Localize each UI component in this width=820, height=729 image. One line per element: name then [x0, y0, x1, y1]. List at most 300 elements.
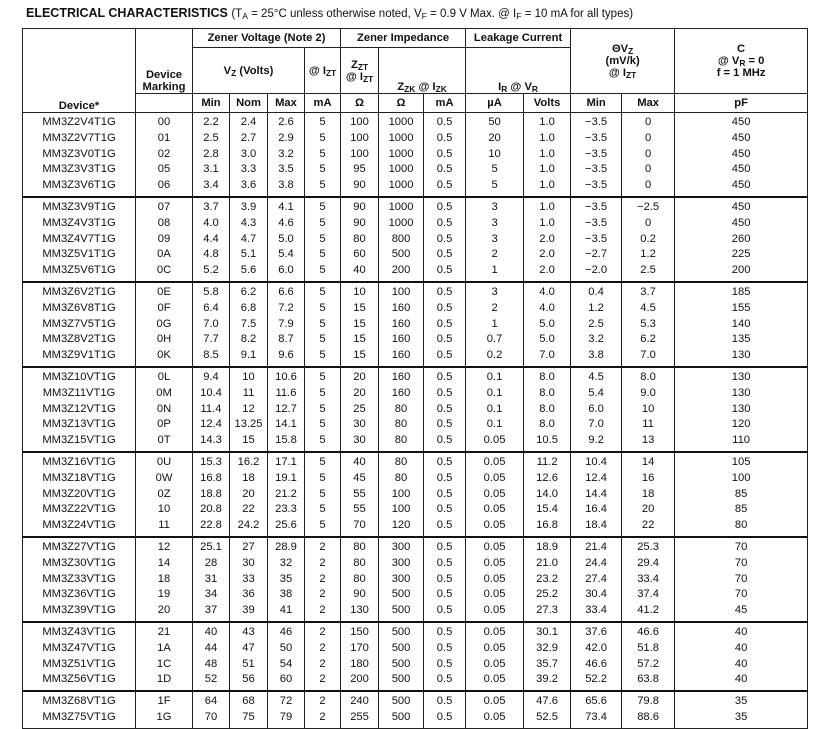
value-cell: 50	[466, 113, 524, 131]
value-cell: 4.6	[268, 216, 305, 232]
table-row	[23, 691, 808, 710]
value-cell: 5	[466, 178, 524, 197]
value-cell: 16.4	[571, 502, 622, 518]
device-name-cell: MM3Z33VT1G	[23, 572, 136, 588]
value-cell: 15	[341, 332, 379, 348]
value-cell: 0.05	[466, 556, 524, 572]
marking-cell: 0W	[136, 471, 193, 487]
value-cell: 6.2	[622, 332, 675, 348]
marking-line1: Device	[145, 69, 183, 81]
value-cell: 80	[379, 402, 424, 418]
value-cell: 18.9	[524, 537, 571, 556]
device-group	[23, 282, 808, 367]
unit-cell: mA	[305, 94, 341, 113]
marking-cell: 1G	[136, 710, 193, 728]
value-cell: 44	[193, 641, 230, 657]
value-cell: 4.3	[230, 216, 268, 232]
device-name-cell: MM3Z5V1T1G	[23, 247, 136, 263]
value-cell: 3	[466, 282, 524, 301]
value-cell: 37	[193, 603, 230, 622]
value-cell: 0.5	[424, 537, 466, 556]
value-cell: 15	[230, 433, 268, 452]
value-cell: 0.5	[424, 216, 466, 232]
value-cell: 18.8	[193, 487, 230, 503]
marking-cell: 19	[136, 587, 193, 603]
value-cell: 29.4	[622, 556, 675, 572]
value-cell: 33.4	[571, 603, 622, 622]
vz-header	[193, 48, 305, 94]
table-row	[23, 178, 808, 197]
value-cell: 2	[305, 587, 341, 603]
value-cell: 40	[675, 657, 808, 673]
value-cell: 0	[622, 162, 675, 178]
marking-cell: 1D	[136, 672, 193, 691]
value-cell: 10.4	[571, 452, 622, 471]
unit-cell	[136, 94, 193, 113]
table-row	[23, 367, 808, 386]
table-row	[23, 247, 808, 263]
value-cell: 0.5	[424, 247, 466, 263]
value-cell: 5	[305, 433, 341, 452]
value-cell: 2	[466, 301, 524, 317]
value-cell: 4.5	[622, 301, 675, 317]
marking-cell: 12	[136, 537, 193, 556]
value-cell: 0.5	[424, 162, 466, 178]
value-cell: 55	[341, 502, 379, 518]
value-cell: −3.5	[571, 216, 622, 232]
value-cell: 7.5	[230, 317, 268, 333]
value-cell: 21.2	[268, 487, 305, 503]
value-cell: 28.9	[268, 537, 305, 556]
value-cell: 200	[379, 263, 424, 282]
value-cell: 0.5	[424, 232, 466, 248]
value-cell: 5	[305, 317, 341, 333]
value-cell: 25.1	[193, 537, 230, 556]
value-cell: 7.0	[622, 348, 675, 367]
value-cell: 450	[675, 178, 808, 197]
value-cell: 25.6	[268, 518, 305, 537]
value-cell: 27.3	[524, 603, 571, 622]
table-row	[23, 487, 808, 503]
unit-cell: Max	[268, 94, 305, 113]
value-cell: 80	[675, 518, 808, 537]
value-cell: 0.5	[424, 402, 466, 418]
value-cell: 35	[675, 691, 808, 710]
electrical-characteristics-table	[22, 28, 808, 729]
cond-sub: F	[516, 11, 522, 22]
value-cell: 110	[675, 433, 808, 452]
unit-cell: Nom	[230, 94, 268, 113]
value-cell: 5.0	[524, 332, 571, 348]
value-cell: 0.5	[424, 502, 466, 518]
value-cell: 5	[305, 502, 341, 518]
unit-cell: Min	[193, 94, 230, 113]
value-cell: 7.0	[571, 417, 622, 433]
marking-cell: 14	[136, 556, 193, 572]
value-cell: 6.6	[268, 282, 305, 301]
value-cell: 57.2	[622, 657, 675, 673]
value-cell: 10.4	[193, 386, 230, 402]
unit-cell: Ω	[379, 94, 424, 113]
device-name-cell: MM3Z10VT1G	[23, 367, 136, 386]
value-cell: 2.2	[193, 113, 230, 131]
value-cell: 7.0	[524, 348, 571, 367]
value-cell: 2.5	[622, 263, 675, 282]
value-cell: 41.2	[622, 603, 675, 622]
title-conditions	[231, 8, 633, 20]
value-cell: 3.5	[268, 162, 305, 178]
value-cell: 45	[341, 471, 379, 487]
zzt-at: @ I	[345, 70, 363, 83]
value-cell: 15.3	[193, 452, 230, 471]
value-cell: 48	[193, 657, 230, 673]
value-cell: 4.4	[193, 232, 230, 248]
value-cell: 160	[379, 348, 424, 367]
value-cell: 3	[466, 197, 524, 216]
value-cell: 1.0	[524, 216, 571, 232]
value-cell: 0.5	[424, 367, 466, 386]
value-cell: 0.5	[424, 641, 466, 657]
zzt-sub: ZT	[357, 61, 369, 72]
value-cell: 8.5	[193, 348, 230, 367]
device-name-cell: MM3Z36VT1G	[23, 587, 136, 603]
value-cell: 15.8	[268, 433, 305, 452]
value-cell: 3.3	[230, 162, 268, 178]
marking-cell: 0M	[136, 386, 193, 402]
value-cell: 100	[379, 487, 424, 503]
value-cell: 5	[305, 197, 341, 216]
value-cell: 2	[305, 556, 341, 572]
value-cell: 140	[675, 317, 808, 333]
ir-header	[466, 48, 571, 94]
value-cell: 1.0	[524, 147, 571, 163]
value-cell: 37.4	[622, 587, 675, 603]
unit-cell: Max	[622, 94, 675, 113]
value-cell: 10	[341, 282, 379, 301]
marking-cell: 18	[136, 572, 193, 588]
value-cell: 9.4	[193, 367, 230, 386]
value-cell: 2.0	[524, 263, 571, 282]
ir-symbol: I	[498, 81, 502, 93]
value-cell: 22	[230, 502, 268, 518]
value-cell: 7.0	[193, 317, 230, 333]
value-cell: 22.8	[193, 518, 230, 537]
value-cell: 5	[305, 332, 341, 348]
table-row	[23, 572, 808, 588]
value-cell: 0.05	[466, 572, 524, 588]
value-cell: 10.5	[524, 433, 571, 452]
cap-vr-end: = 0	[745, 55, 765, 67]
cond-sub: F	[421, 11, 427, 22]
value-cell: 20.8	[193, 502, 230, 518]
zener-impedance-header: Zener Impedance	[341, 29, 466, 48]
value-cell: 0.5	[424, 471, 466, 487]
table-row	[23, 710, 808, 728]
value-cell: 8.0	[524, 386, 571, 402]
value-cell: 15	[341, 301, 379, 317]
value-cell: 5	[305, 452, 341, 471]
value-cell: 2	[466, 247, 524, 263]
value-cell: 1000	[379, 131, 424, 147]
value-cell: 17.1	[268, 452, 305, 471]
value-cell: 2	[305, 710, 341, 728]
value-cell: 5	[305, 162, 341, 178]
theta-at-sub: ZT	[626, 70, 637, 81]
device-name-cell: MM3Z12VT1G	[23, 402, 136, 418]
value-cell: 0.5	[424, 131, 466, 147]
marking-cell: 0T	[136, 433, 193, 452]
marking-cell: 0A	[136, 247, 193, 263]
value-cell: 5.8	[193, 282, 230, 301]
value-cell: 0.5	[424, 433, 466, 452]
value-cell: 90	[341, 197, 379, 216]
value-cell: 37.6	[571, 622, 622, 641]
value-cell: 34	[193, 587, 230, 603]
value-cell: 60	[268, 672, 305, 691]
device-group	[23, 622, 808, 691]
value-cell: 450	[675, 162, 808, 178]
value-cell: 46.6	[571, 657, 622, 673]
value-cell: 79.8	[622, 691, 675, 710]
value-cell: 3.8	[268, 178, 305, 197]
value-cell: 35.7	[524, 657, 571, 673]
value-cell: 500	[379, 657, 424, 673]
value-cell: 70	[675, 572, 808, 588]
value-cell: 85	[675, 502, 808, 518]
value-cell: 6.0	[571, 402, 622, 418]
value-cell: 160	[379, 367, 424, 386]
value-cell: 0.5	[424, 587, 466, 603]
value-cell: 30	[341, 417, 379, 433]
value-cell: 0.05	[466, 672, 524, 691]
value-cell: 100	[341, 131, 379, 147]
value-cell: 18.4	[571, 518, 622, 537]
value-cell: 1	[466, 263, 524, 282]
value-cell: 35	[268, 572, 305, 588]
value-cell: 120	[379, 518, 424, 537]
device-name-cell: MM3Z11VT1G	[23, 386, 136, 402]
value-cell: 500	[379, 672, 424, 691]
value-cell: 5	[305, 247, 341, 263]
value-cell: 5	[305, 402, 341, 418]
value-cell: 5	[305, 518, 341, 537]
value-cell: 5.4	[571, 386, 622, 402]
value-cell: 14.0	[524, 487, 571, 503]
cond-text: = 10 mA for all types)	[521, 8, 634, 20]
value-cell: 35	[675, 710, 808, 728]
value-cell: 12.4	[571, 471, 622, 487]
value-cell: 300	[379, 556, 424, 572]
value-cell: 0.5	[424, 518, 466, 537]
table-row	[23, 556, 808, 572]
marking-cell: 0U	[136, 452, 193, 471]
value-cell: 14	[622, 452, 675, 471]
value-cell: 14.3	[193, 433, 230, 452]
value-cell: 6.0	[268, 263, 305, 282]
value-cell: 0.5	[424, 282, 466, 301]
ir-sub: R	[501, 84, 508, 94]
value-cell: 100	[675, 471, 808, 487]
value-cell: 25.2	[524, 587, 571, 603]
device-name-cell: MM3Z3V6T1G	[23, 178, 136, 197]
value-cell: 5	[305, 147, 341, 163]
table-row	[23, 502, 808, 518]
value-cell: 5	[305, 113, 341, 131]
vz-sub: Z	[231, 67, 237, 78]
value-cell: 80	[379, 452, 424, 471]
device-name-cell: MM3Z2V7T1G	[23, 131, 136, 147]
value-cell: 2.8	[193, 147, 230, 163]
value-cell: 15	[341, 348, 379, 367]
device-name-cell: MM3Z3V9T1G	[23, 197, 136, 216]
table-header	[23, 29, 808, 113]
table-row	[23, 471, 808, 487]
marking-cell: 0Z	[136, 487, 193, 503]
value-cell: 5	[305, 417, 341, 433]
value-cell: 3.0	[230, 147, 268, 163]
value-cell: −2.5	[622, 197, 675, 216]
value-cell: 8.0	[524, 367, 571, 386]
device-group	[23, 367, 808, 452]
value-cell: 45	[675, 603, 808, 622]
value-cell: 8.0	[524, 402, 571, 418]
ir-at: @ V	[507, 81, 532, 93]
value-cell: 2	[305, 537, 341, 556]
marking-cell: 07	[136, 197, 193, 216]
value-cell: 0.5	[424, 657, 466, 673]
marking-cell: 21	[136, 622, 193, 641]
table-row	[23, 518, 808, 537]
cap-vr-sub: R	[739, 58, 746, 69]
table-row	[23, 232, 808, 248]
value-cell: 90	[341, 587, 379, 603]
value-cell: 1.0	[524, 178, 571, 197]
value-cell: 18	[622, 487, 675, 503]
value-cell: 25.3	[622, 537, 675, 556]
value-cell: 185	[675, 282, 808, 301]
value-cell: 2.0	[524, 232, 571, 248]
value-cell: 47	[230, 641, 268, 657]
value-cell: 4.0	[524, 282, 571, 301]
section-title	[26, 6, 633, 20]
at-izt-header	[305, 48, 341, 94]
value-cell: 0.5	[424, 178, 466, 197]
izt-sub: ZT	[325, 67, 337, 78]
value-cell: 33	[230, 572, 268, 588]
value-cell: 20	[341, 367, 379, 386]
device-name-cell: MM3Z51VT1G	[23, 657, 136, 673]
device-name-cell: MM3Z4V3T1G	[23, 216, 136, 232]
value-cell: 2	[305, 657, 341, 673]
value-cell: 64	[193, 691, 230, 710]
value-cell: 15.4	[524, 502, 571, 518]
table-row	[23, 603, 808, 622]
value-cell: 36	[230, 587, 268, 603]
value-cell: 79	[268, 710, 305, 728]
value-cell: 51.8	[622, 641, 675, 657]
value-cell: 8.0	[622, 367, 675, 386]
value-cell: 14.4	[571, 487, 622, 503]
marking-cell: 0L	[136, 367, 193, 386]
unit-cell: Ω	[341, 94, 379, 113]
value-cell: 0.1	[466, 386, 524, 402]
value-cell: 72	[268, 691, 305, 710]
title-heading: ELECTRICAL CHARACTERISTICS	[26, 6, 228, 20]
value-cell: 0.05	[466, 518, 524, 537]
value-cell: 1000	[379, 113, 424, 131]
value-cell: 1000	[379, 162, 424, 178]
value-cell: 100	[341, 147, 379, 163]
value-cell: 9.6	[268, 348, 305, 367]
value-cell: 3	[466, 232, 524, 248]
unit-cell: Min	[571, 94, 622, 113]
table-row	[23, 301, 808, 317]
table-row	[23, 162, 808, 178]
table-row	[23, 622, 808, 641]
value-cell: 450	[675, 113, 808, 131]
value-cell: 3.4	[193, 178, 230, 197]
value-cell: 40	[675, 672, 808, 691]
value-cell: 33.4	[622, 572, 675, 588]
value-cell: 75	[230, 710, 268, 728]
value-cell: 450	[675, 131, 808, 147]
value-cell: 27	[230, 537, 268, 556]
value-cell: 20	[230, 487, 268, 503]
value-cell: 240	[341, 691, 379, 710]
value-cell: 3.6	[230, 178, 268, 197]
units-row	[23, 94, 808, 113]
device-name-cell: MM3Z4V7T1G	[23, 232, 136, 248]
value-cell: −3.5	[571, 147, 622, 163]
value-cell: 1.2	[571, 301, 622, 317]
device-name-cell: MM3Z9V1T1G	[23, 348, 136, 367]
value-cell: 0.05	[466, 641, 524, 657]
value-cell: 70	[341, 518, 379, 537]
marking-cell: 08	[136, 216, 193, 232]
value-cell: 0.5	[424, 348, 466, 367]
value-cell: 3.2	[571, 332, 622, 348]
value-cell: 40	[193, 622, 230, 641]
marking-cell: 0H	[136, 332, 193, 348]
device-name-cell: MM3Z24VT1G	[23, 518, 136, 537]
value-cell: 16	[622, 471, 675, 487]
device-name-cell: MM3Z47VT1G	[23, 641, 136, 657]
ir-at-sub: R	[531, 84, 538, 94]
cond-text: = 0.9 V Max. @ I	[426, 8, 517, 20]
cond-sub: A	[242, 11, 248, 22]
value-cell: 5	[305, 348, 341, 367]
value-cell: 500	[379, 641, 424, 657]
value-cell: 0.5	[424, 301, 466, 317]
value-cell: 800	[379, 232, 424, 248]
value-cell: 0	[622, 131, 675, 147]
value-cell: 105	[675, 452, 808, 471]
value-cell: 27.4	[571, 572, 622, 588]
value-cell: 50	[268, 641, 305, 657]
value-cell: 2.4	[230, 113, 268, 131]
value-cell: 200	[675, 263, 808, 282]
value-cell: 100	[379, 282, 424, 301]
device-name-cell: MM3Z5V6T1G	[23, 263, 136, 282]
value-cell: 2	[305, 672, 341, 691]
value-cell: 0.05	[466, 691, 524, 710]
value-cell: 30	[230, 556, 268, 572]
value-cell: 5.6	[230, 263, 268, 282]
value-cell: 39.2	[524, 672, 571, 691]
value-cell: −3.5	[571, 178, 622, 197]
value-cell: 255	[341, 710, 379, 728]
value-cell: 0.05	[466, 657, 524, 673]
